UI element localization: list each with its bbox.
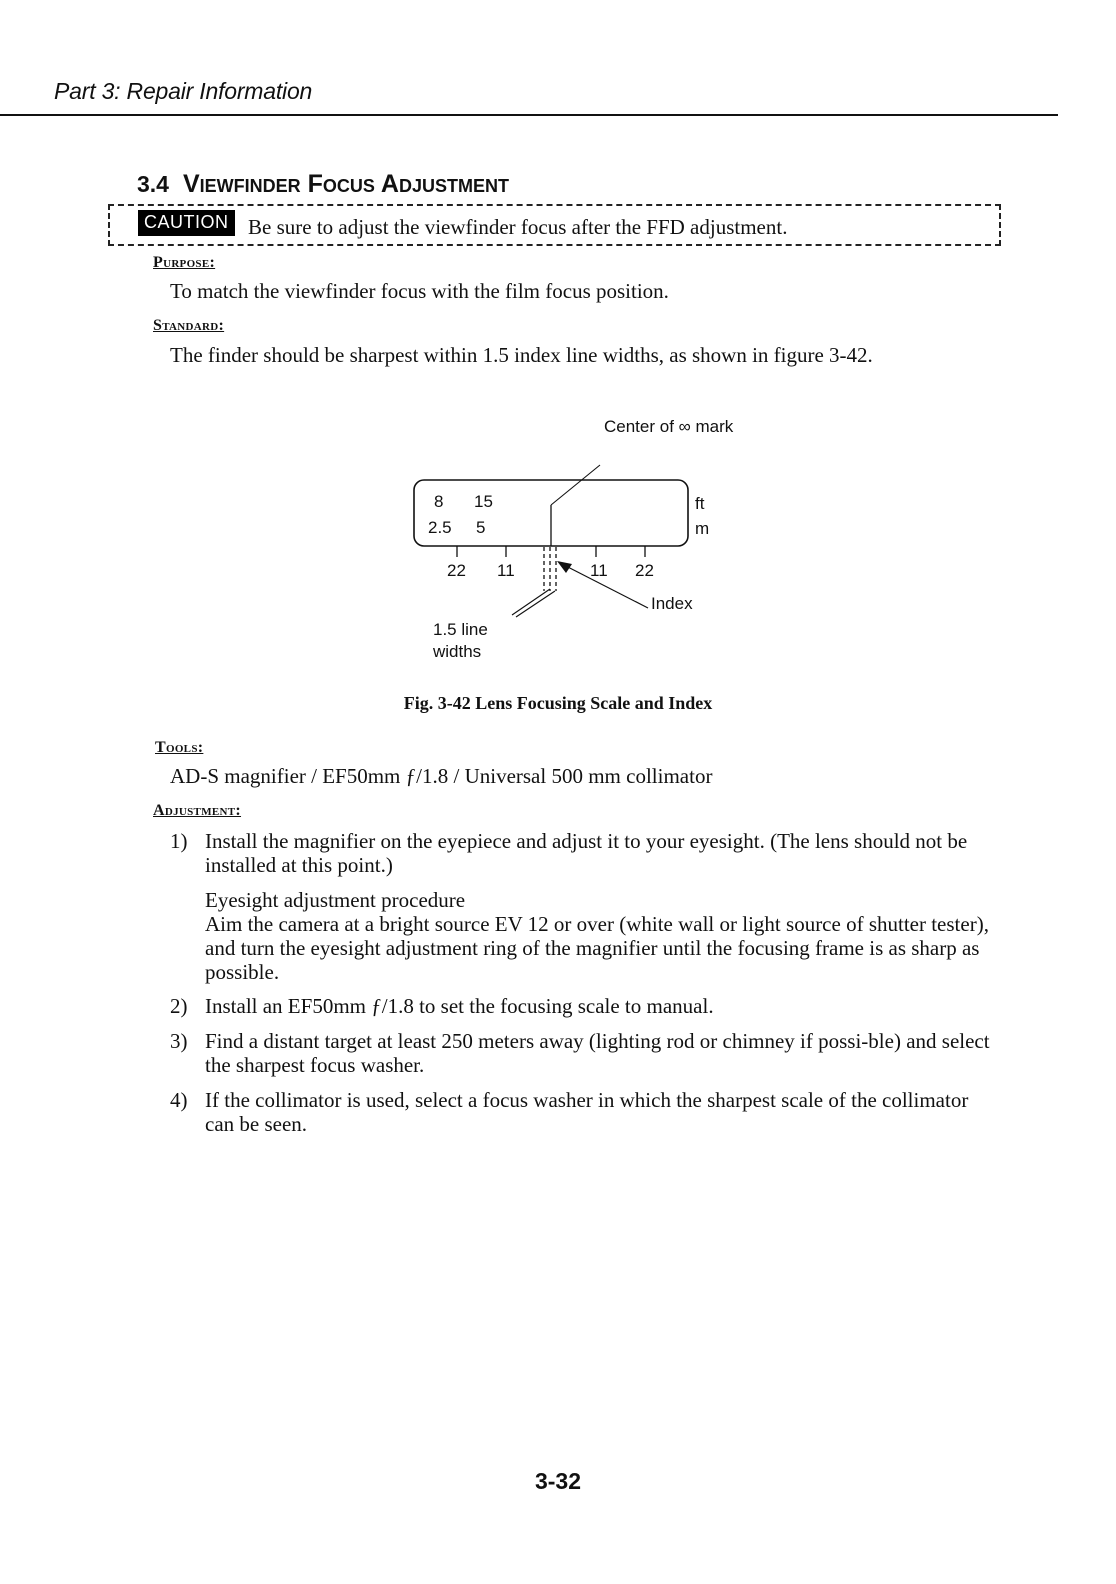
caution-box xyxy=(108,204,1001,246)
eyesight-procedure-text: Aim the camera at a bright source EV 12 or over (white wall or light source of shutter tester), and turn the eyesight adjustment ring of the magnifier until the focusing frame is as sharp as possible. xyxy=(205,912,989,984)
index-label: Index xyxy=(651,594,693,613)
unit-ft: ft xyxy=(695,494,705,513)
adjustment-label: Adjustment: xyxy=(153,802,242,819)
caution-badge: CAUTION xyxy=(138,210,235,236)
step-text: If the collimator is used, select a focus washer in which the sharpest scale of the collimator can be seen. xyxy=(205,1088,969,1136)
scale-m-5: 5 xyxy=(476,518,486,537)
line-width-leader-1 xyxy=(512,589,550,615)
step-number: 4) xyxy=(170,1088,188,1112)
header-rule xyxy=(0,114,1058,116)
step-text: Find a distant target at least 250 meters away (lighting rod or chimney if possi-ble) and select the sharpest focus washer. xyxy=(205,1029,990,1077)
section-title: Viewfinder Focus Adjustment xyxy=(182,170,509,198)
eyesight-procedure xyxy=(205,888,995,984)
step-text: Install the magnifier on the eyepiece and adjust it to your eyesight. (The lens should not be installed at this point.) xyxy=(205,829,968,877)
dof-label-right-11: 11 xyxy=(590,561,608,580)
eyesight-procedure-title: Eyesight adjustment procedure xyxy=(205,888,466,912)
dof-label-left-22: 22 xyxy=(447,561,466,580)
infinity-leader-line xyxy=(551,465,600,505)
standard-text: The finder should be sharpest within 1.5 index line widths, as shown in figure 3-42. xyxy=(170,343,873,367)
standard-label: Standard: xyxy=(153,317,225,334)
purpose-text: To match the viewfinder focus with the film focus position. xyxy=(170,279,669,303)
purpose-label: Purpose: xyxy=(153,254,216,271)
line-width-label-2: widths xyxy=(433,642,482,661)
line-width-label-1: 1.5 line xyxy=(433,620,488,639)
step-text: Install an EF50mm ƒ/1.8 to set the focusing scale to manual. xyxy=(205,994,714,1018)
lens-focusing-scale-figure xyxy=(360,405,820,675)
index-arrowhead xyxy=(557,561,572,573)
dof-label-right-22: 22 xyxy=(635,561,654,580)
scale-ft-8: 8 xyxy=(434,492,444,511)
unit-m: m xyxy=(695,519,710,538)
tools-label: Tools: xyxy=(155,739,204,756)
scale-m-2-5: 2.5 xyxy=(428,518,452,537)
line-width-leader-2 xyxy=(516,591,555,617)
tools-text: AD-S magnifier / EF50mm ƒ/1.8 / Universal 500 mm collimator xyxy=(170,764,713,788)
running-header: Part 3: Repair Information xyxy=(54,78,313,104)
step-number: 3) xyxy=(170,1029,188,1053)
scale-ft-15: 15 xyxy=(474,492,493,511)
page-number: 3-32 xyxy=(534,1468,582,1494)
step-number: 1) xyxy=(170,829,188,853)
figure-caption: Fig. 3-42 Lens Focusing Scale and Index xyxy=(403,693,713,713)
section-heading xyxy=(137,170,509,199)
center-mark-label: Center of ∞ mark xyxy=(604,417,734,436)
step-number: 2) xyxy=(170,994,188,1018)
caution-text: Be sure to adjust the viewfinder focus after the FFD adjustment. xyxy=(248,215,788,239)
section-number: 3.4 xyxy=(137,171,169,197)
dof-label-left-11: 11 xyxy=(497,561,515,580)
